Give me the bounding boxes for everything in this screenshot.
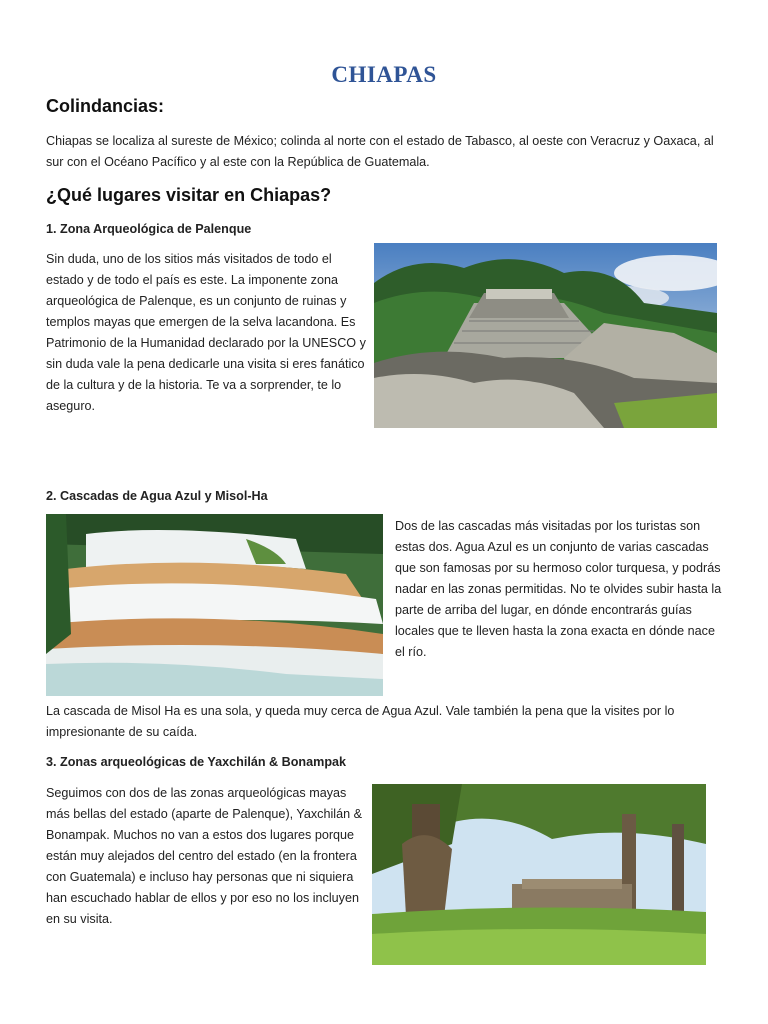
misol-ha-text: La cascada de Misol Ha es una sola, y queda muy cerca de Agua Azul. Vale también la pena que la visites por lo impresionante de su caída. bbox=[46, 704, 675, 739]
colindancias-heading: Colindancias: bbox=[46, 96, 165, 116]
cascadas-text: Dos de las cascadas más visitadas por los turistas son estas dos. Agua Azul es un conjunto de varias cascadas que son famosas por su hermoso color turquesa, y podrás nadar en las zonas permitidas. No te olvides subir hasta la parte de arriba del lugar, en dónde encontrarás guías locales que te lleven hasta la zona exacta en dónde nace el río. bbox=[395, 519, 722, 659]
palenque-photo bbox=[374, 243, 717, 428]
yaxchilan-photo bbox=[372, 784, 706, 965]
palenque-text: Sin duda, uno de los sitios más visitados de todo el estado y de todo el país es este. La imponente zona arqueológica de Palenque, es un conjunto de ruinas y templos mayas que emergen de la selva lacandona. Es Patrimonio de la Humanidad declarado por la UNESCO y sin duda vale la pena dedicarle una visita si eres fanático de la cultura y de la historia. Te va a sorprender, te lo aseguro. bbox=[46, 252, 366, 413]
palenque-heading: 1. Zona Arqueológica de Palenque bbox=[46, 222, 252, 236]
cascadas-heading: 2. Cascadas de Agua Azul y Misol-Ha bbox=[46, 489, 268, 503]
visit-heading: ¿Qué lugares visitar en Chiapas? bbox=[46, 185, 332, 205]
agua-azul-photo bbox=[46, 514, 383, 696]
colindancias-text: Chiapas se localiza al sureste de México; colinda al norte con el estado de Tabasco, al oeste con Veracruz y Oaxaca, al sur con el Océano Pacífico y al este con la República de Guatemala. bbox=[46, 134, 714, 169]
yaxchilan-text: Seguimos con dos de las zonas arqueológicas mayas más bellas del estado (aparte de Palenque), Yaxchilán & Bonampak. Muchos no van a estos dos lugares porque están muy alejados del centro del estado (en la frontera con Guatemala) e incluso hay personas que ni siquiera han escuchado hablar de ellos y por eso no los incluyen en su visita. bbox=[46, 786, 362, 926]
yaxchilan-heading: 3. Zonas arqueológicas de Yaxchilán & Bonampak bbox=[46, 755, 347, 769]
document-title: CHIAPAS bbox=[331, 62, 437, 87]
